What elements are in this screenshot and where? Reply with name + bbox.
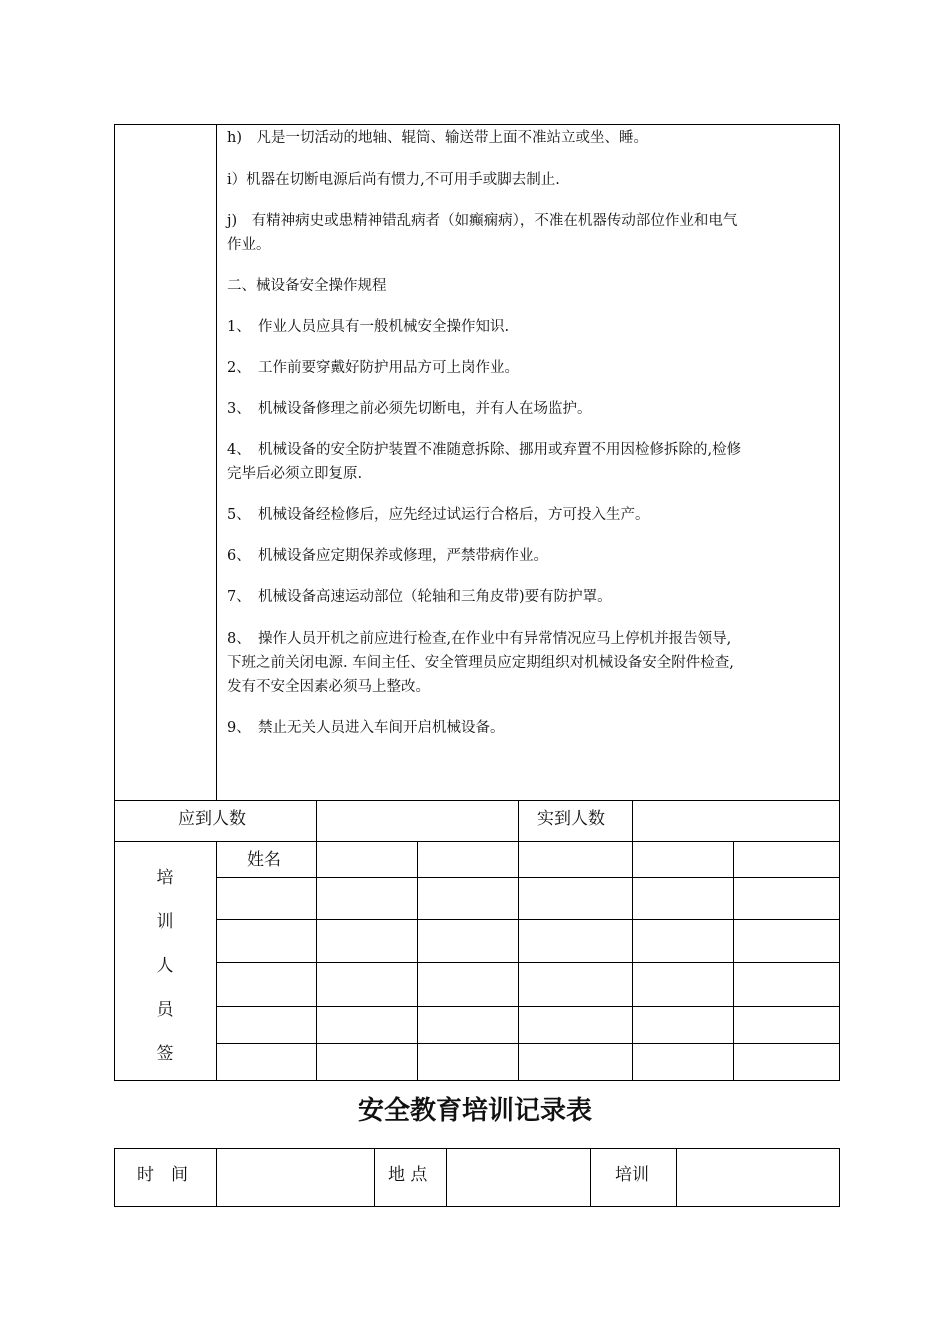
place-field[interactable] [447, 1149, 589, 1205]
training-field[interactable] [677, 1149, 838, 1205]
signature-char-3: 人 [156, 956, 174, 976]
rule-item-6: 6、 机械设备应定期保养或修理，严禁带病作业。 [227, 548, 548, 564]
signature-char-2: 训 [156, 912, 174, 932]
rule-item-4-line1: 4、 机械设备的安全防护装置不准随意拆除、挪用或弃置不用因检修拆除的,检修 [227, 442, 742, 458]
rule-item-2: 2、 工作前要穿戴好防护用品方可上岗作业。 [227, 360, 519, 376]
rule-item-8-line2: 下班之前关闭电源. 车间主任、安全管理员应定期组织对机械设备安全附件检查, [227, 655, 734, 671]
expected-count-label: 应到人数 [178, 809, 246, 829]
name-column-label: 姓名 [247, 850, 281, 870]
signature-char-1: 培 [156, 868, 174, 888]
signature-char-5: 签 [156, 1044, 174, 1064]
rule-item-8-line3: 发有不安全因素必须马上整改。 [227, 679, 430, 695]
rule-item-1: 1、 作业人员应具有一般机械安全操作知识. [227, 319, 510, 335]
signature-char-4: 员 [156, 1000, 174, 1020]
rule-item-5: 5、 机械设备经检修后，应先经过试运行合格后，方可投入生产。 [227, 507, 650, 523]
rule-j-line2: 作业。 [227, 237, 271, 253]
training-label: 培训 [615, 1165, 649, 1185]
time-field[interactable] [217, 1149, 373, 1205]
time-label: 时 间 [137, 1165, 188, 1185]
form-title: 安全教育培训记录表 [357, 1096, 592, 1126]
actual-count-label: 实到人数 [537, 809, 605, 829]
rule-item-4-line2: 完毕后必须立即复原. [227, 466, 363, 482]
rule-i: i）机器在切断电源后尚有惯力,不可用手或脚去制止. [227, 172, 560, 188]
rule-item-9: 9、 禁止无关人员进入车间开启机械设备。 [227, 720, 505, 736]
place-label: 地 点 [388, 1165, 428, 1185]
rule-item-8-line1: 8、 操作人员开机之前应进行检查,在作业中有异常情况应马上停机并报告领导, [227, 631, 732, 647]
section-heading: 二、械设备安全操作规程 [227, 278, 387, 294]
rule-j-line1: j) 有精神病史或患精神错乱病者（如癫痫病），不准在机器传动部位作业和电气 [227, 213, 738, 229]
rule-item-3: 3、 机械设备修理之前必须先切断电，并有人在场监护。 [227, 401, 592, 417]
rule-h: h) 凡是一切活动的地轴、辊筒、输送带上面不准站立或坐、睡。 [227, 130, 648, 146]
actual-count-field[interactable] [633, 801, 838, 841]
rule-item-7: 7、 机械设备高速运动部位（轮轴和三角皮带)要有防护罩。 [227, 589, 612, 605]
expected-count-field[interactable] [317, 801, 517, 841]
